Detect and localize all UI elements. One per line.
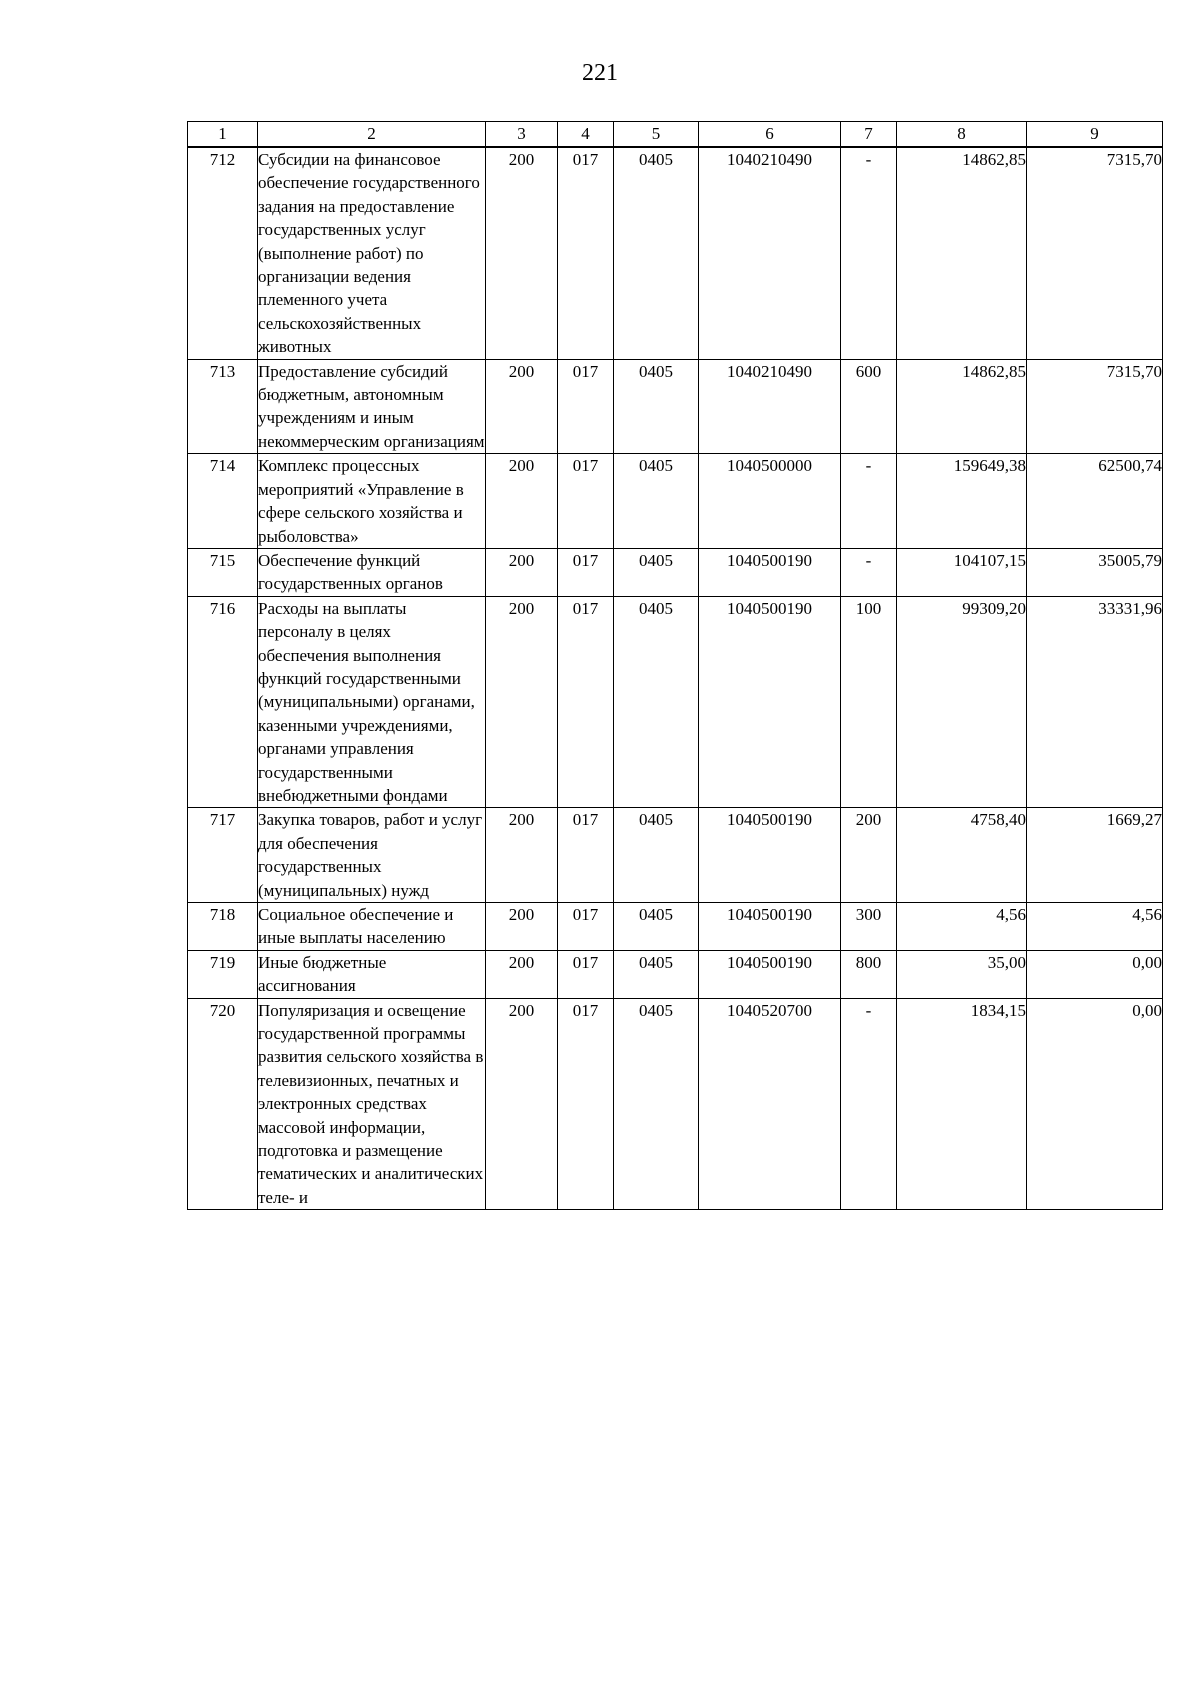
row-col-8: 1834,15 <box>897 998 1027 1210</box>
row-col-9: 35005,79 <box>1027 548 1163 596</box>
row-col-8: 14862,85 <box>897 147 1027 359</box>
row-col-8: 99309,20 <box>897 596 1027 808</box>
table-row <box>188 596 1163 808</box>
row-number: 714 <box>188 454 258 549</box>
row-number: 719 <box>188 950 258 998</box>
header-col-6: 6 <box>699 122 841 148</box>
row-number: 720 <box>188 998 258 1210</box>
row-col-3: 200 <box>486 903 558 951</box>
row-col-3: 200 <box>486 359 558 454</box>
row-col-6: 1040500190 <box>699 808 841 903</box>
row-number: 717 <box>188 808 258 903</box>
row-col-7: - <box>841 548 897 596</box>
row-col-8: 14862,85 <box>897 359 1027 454</box>
row-col-6: 1040210490 <box>699 147 841 359</box>
row-col-4: 017 <box>558 950 614 998</box>
row-col-7: 600 <box>841 359 897 454</box>
budget-table <box>187 121 1163 1210</box>
row-col-8: 35,00 <box>897 950 1027 998</box>
row-col-8: 104107,15 <box>897 548 1027 596</box>
row-description: Закупка товаров, работ и услуг для обеспечения государственных (муниципальных) нужд <box>258 808 486 903</box>
row-col-5: 0405 <box>614 147 699 359</box>
row-description: Популяризация и освещение государственной программы развития сельского хозяйства в телевизионных, печатных и электронных средствах массовой информации, подготовка и размещение тематических и аналитических теле- и <box>258 998 486 1210</box>
row-col-4: 017 <box>558 808 614 903</box>
row-col-9: 62500,74 <box>1027 454 1163 549</box>
row-col-5: 0405 <box>614 454 699 549</box>
row-col-3: 200 <box>486 950 558 998</box>
row-col-4: 017 <box>558 903 614 951</box>
row-col-3: 200 <box>486 808 558 903</box>
table-header <box>188 122 1163 148</box>
row-col-5: 0405 <box>614 950 699 998</box>
row-col-7: - <box>841 147 897 359</box>
row-number: 718 <box>188 903 258 951</box>
row-col-7: - <box>841 454 897 549</box>
header-col-7: 7 <box>841 122 897 148</box>
table-row <box>188 548 1163 596</box>
row-description: Социальное обеспечение и иные выплаты населению <box>258 903 486 951</box>
table-row <box>188 808 1163 903</box>
row-col-6: 1040500190 <box>699 903 841 951</box>
row-col-4: 017 <box>558 147 614 359</box>
row-col-4: 017 <box>558 998 614 1210</box>
row-col-6: 1040520700 <box>699 998 841 1210</box>
row-col-8: 4758,40 <box>897 808 1027 903</box>
row-description: Субсидии на финансовое обеспечение государственного задания на предоставление государственных услуг (выполнение работ) по организации ведения племенного учета сельскохозяйственных животных <box>258 147 486 359</box>
row-description: Обеспечение функций государственных органов <box>258 548 486 596</box>
table-row <box>188 950 1163 998</box>
row-number: 713 <box>188 359 258 454</box>
row-col-7: - <box>841 998 897 1210</box>
row-col-4: 017 <box>558 359 614 454</box>
header-col-4: 4 <box>558 122 614 148</box>
row-col-6: 1040500190 <box>699 950 841 998</box>
row-number: 712 <box>188 147 258 359</box>
row-col-9: 4,56 <box>1027 903 1163 951</box>
row-description: Расходы на выплаты персоналу в целях обеспечения выполнения функций государственными (муниципальными) органами, казенными учреждениями, органами управления государственными внебюджетными фондами <box>258 596 486 808</box>
page-number: 221 <box>582 60 618 86</box>
row-col-7: 100 <box>841 596 897 808</box>
row-col-9: 1669,27 <box>1027 808 1163 903</box>
table-row <box>188 903 1163 951</box>
row-description: Предоставление субсидий бюджетным, автономным учреждениям и иным некоммерческим организациям <box>258 359 486 454</box>
row-col-3: 200 <box>486 596 558 808</box>
row-description: Комплекс процессных мероприятий «Управление в сфере сельского хозяйства и рыболовства» <box>258 454 486 549</box>
row-col-3: 200 <box>486 147 558 359</box>
header-col-1: 1 <box>188 122 258 148</box>
row-col-6: 1040500190 <box>699 548 841 596</box>
row-col-3: 200 <box>486 454 558 549</box>
row-col-5: 0405 <box>614 548 699 596</box>
table-row <box>188 147 1163 359</box>
row-col-3: 200 <box>486 548 558 596</box>
row-col-6: 1040500190 <box>699 596 841 808</box>
table-row <box>188 998 1163 1210</box>
header-col-9: 9 <box>1027 122 1163 148</box>
row-col-8: 4,56 <box>897 903 1027 951</box>
header-col-3: 3 <box>486 122 558 148</box>
row-col-8: 159649,38 <box>897 454 1027 549</box>
row-col-5: 0405 <box>614 808 699 903</box>
row-col-4: 017 <box>558 596 614 808</box>
table-body <box>188 147 1163 1210</box>
row-col-3: 200 <box>486 998 558 1210</box>
row-col-4: 017 <box>558 548 614 596</box>
row-col-7: 300 <box>841 903 897 951</box>
header-col-8: 8 <box>897 122 1027 148</box>
row-col-5: 0405 <box>614 903 699 951</box>
header-col-5: 5 <box>614 122 699 148</box>
header-row <box>188 122 1163 148</box>
row-col-9: 33331,96 <box>1027 596 1163 808</box>
row-col-5: 0405 <box>614 998 699 1210</box>
row-col-6: 1040500000 <box>699 454 841 549</box>
row-number: 715 <box>188 548 258 596</box>
row-col-9: 0,00 <box>1027 998 1163 1210</box>
row-col-7: 200 <box>841 808 897 903</box>
row-col-9: 7315,70 <box>1027 147 1163 359</box>
header-col-2: 2 <box>258 122 486 148</box>
row-col-9: 0,00 <box>1027 950 1163 998</box>
row-col-7: 800 <box>841 950 897 998</box>
row-col-6: 1040210490 <box>699 359 841 454</box>
row-number: 716 <box>188 596 258 808</box>
table-row <box>188 454 1163 549</box>
row-description: Иные бюджетные ассигнования <box>258 950 486 998</box>
table-row <box>188 359 1163 454</box>
row-col-5: 0405 <box>614 359 699 454</box>
row-col-9: 7315,70 <box>1027 359 1163 454</box>
row-col-4: 017 <box>558 454 614 549</box>
row-col-5: 0405 <box>614 596 699 808</box>
